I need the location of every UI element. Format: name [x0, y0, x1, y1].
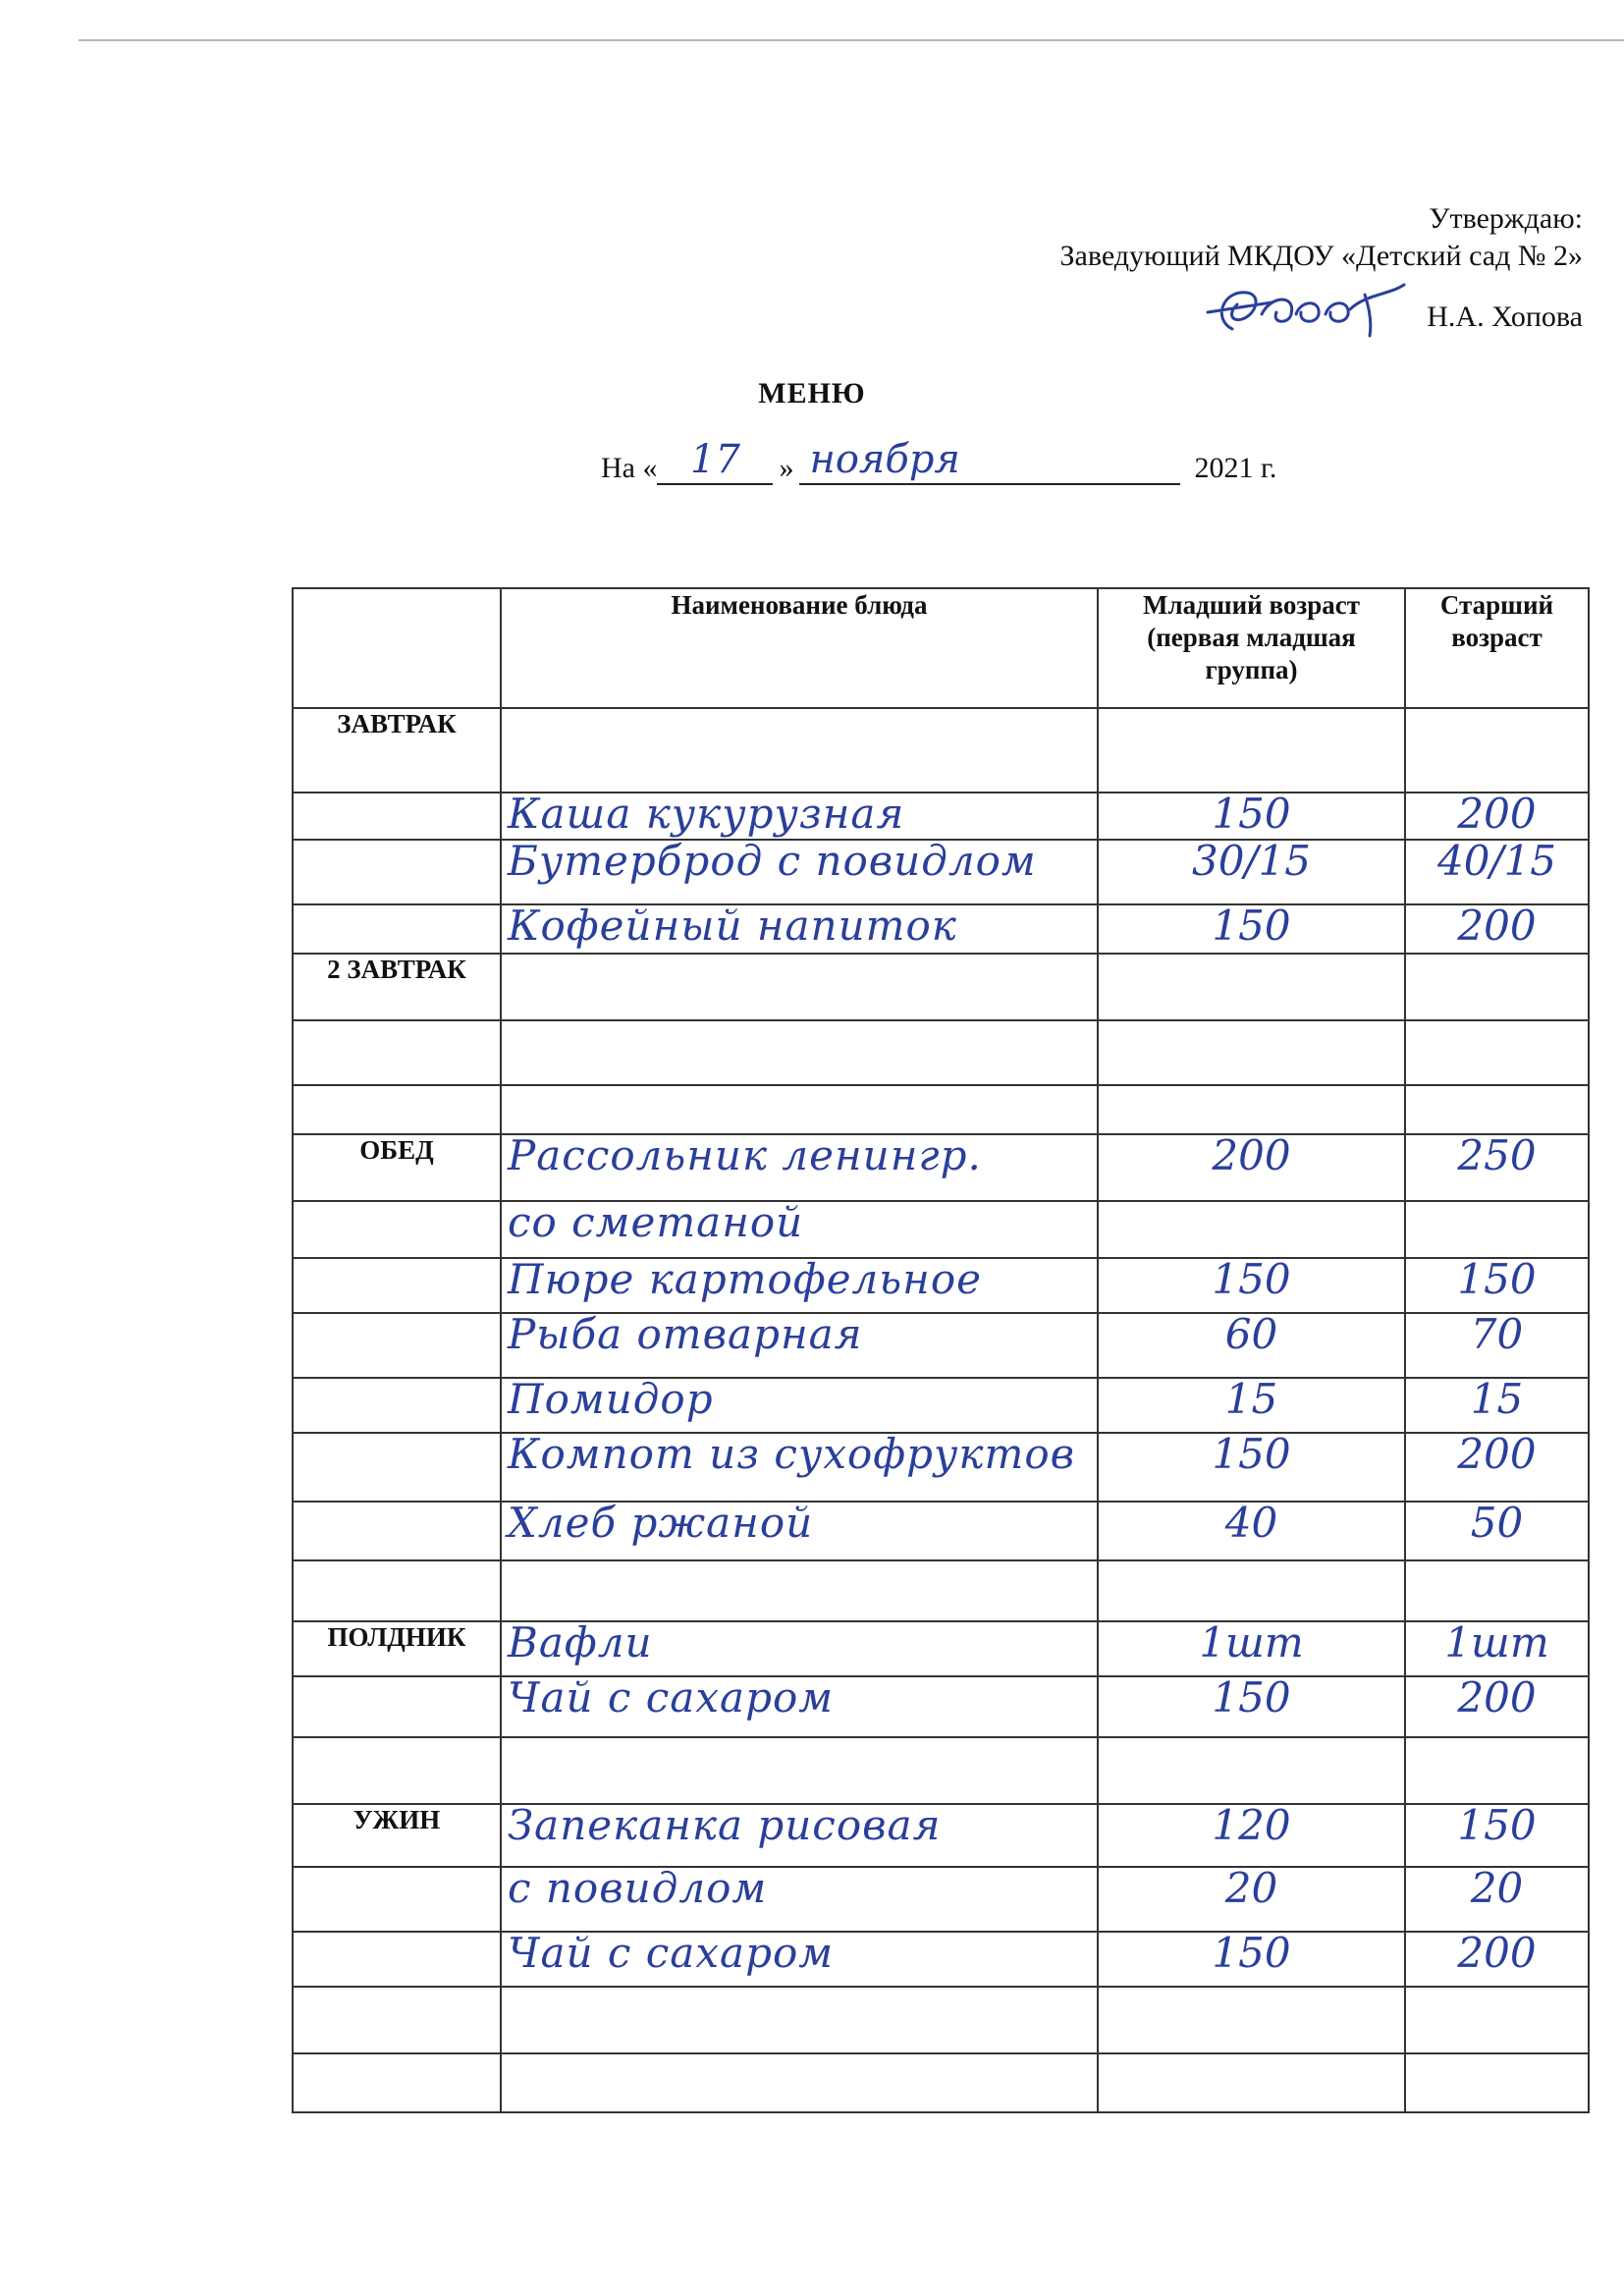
dish-cell: Хлеб ржаной [501, 1502, 1098, 1560]
junior-portion-cell [1098, 2053, 1405, 2112]
meal-cell [293, 1560, 501, 1621]
dish-cell [501, 708, 1098, 793]
meal-cell: ЗАВТРАК [293, 708, 501, 793]
senior-portion-cell [1405, 1085, 1589, 1134]
junior-portion-cell: 150 [1098, 1258, 1405, 1313]
senior-portion-cell: 150 [1405, 1258, 1589, 1313]
senior-age-header: Старший возраст [1405, 588, 1589, 708]
senior-portion-cell: 40/15 [1405, 840, 1589, 904]
senior-portion-cell: 200 [1405, 793, 1589, 840]
table-row [293, 1932, 1589, 1987]
table-row [293, 1676, 1589, 1737]
meal-cell [293, 1020, 501, 1085]
dish-cell: Каша кукурузная [501, 793, 1098, 840]
junior-portion-cell: 15 [1098, 1378, 1405, 1433]
menu-table-body [293, 708, 1589, 2112]
junior-portion-cell: 150 [1098, 904, 1405, 954]
meal-cell [293, 1258, 501, 1313]
meal-cell [293, 1201, 501, 1258]
table-row [293, 1313, 1589, 1378]
month-blank [799, 437, 1180, 485]
junior-portion-cell: 40 [1098, 1502, 1405, 1560]
junior-portion-cell: 1шт [1098, 1621, 1405, 1676]
dish-cell [501, 954, 1098, 1020]
table-row [293, 1085, 1589, 1134]
junior-portion-cell: 200 [1098, 1134, 1405, 1201]
table-row [293, 904, 1589, 954]
date-line [601, 437, 1277, 485]
junior-portion-cell [1098, 1201, 1405, 1258]
senior-portion-cell [1405, 1201, 1589, 1258]
meal-cell [293, 793, 501, 840]
table-row [293, 2053, 1589, 2112]
meal-cell [293, 904, 501, 954]
table-row [293, 1560, 1589, 1621]
table-header-row [293, 588, 1589, 708]
meal-cell [293, 1433, 501, 1502]
top-rule [79, 39, 1624, 41]
date-year: 2021 г. [1194, 452, 1277, 484]
dish-cell: Чай с сахаром [501, 1932, 1098, 1987]
date-day: 17 [690, 437, 740, 482]
senior-portion-cell: 15 [1405, 1378, 1589, 1433]
dish-cell [501, 1987, 1098, 2053]
senior-portion-cell [1405, 2053, 1589, 2112]
meal-cell [293, 2053, 501, 2112]
dish-cell [501, 1085, 1098, 1134]
signature-image [1203, 275, 1419, 344]
senior-portion-cell [1405, 1987, 1589, 2053]
table-row [293, 1502, 1589, 1560]
approval-position: Заведующий МКДОУ «Детский сад № 2» [1059, 240, 1583, 272]
meal-cell [293, 1867, 501, 1932]
senior-portion-cell: 200 [1405, 904, 1589, 954]
approver-name: Н.А. Хопова [1427, 301, 1583, 333]
table-row [293, 1433, 1589, 1502]
date-prefix: На « [601, 452, 658, 484]
junior-portion-cell: 60 [1098, 1313, 1405, 1378]
junior-portion-cell [1098, 1560, 1405, 1621]
meal-cell [293, 1932, 501, 1987]
table-row [293, 1020, 1589, 1085]
table-row [293, 708, 1589, 793]
date-quote-close: » [779, 452, 794, 484]
table-row [293, 1258, 1589, 1313]
dish-header: Наименование блюда [501, 588, 1098, 708]
junior-age-header: Младший возраст (первая младшая группа) [1098, 588, 1405, 708]
junior-portion-cell: 30/15 [1098, 840, 1405, 904]
junior-portion-cell: 150 [1098, 1676, 1405, 1737]
senior-portion-cell [1405, 708, 1589, 793]
dish-cell: Рассольник ленингр. [501, 1134, 1098, 1201]
senior-portion-cell: 150 [1405, 1804, 1589, 1867]
senior-portion-cell: 250 [1405, 1134, 1589, 1201]
table-row [293, 1201, 1589, 1258]
table-row [293, 1867, 1589, 1932]
junior-portion-cell: 150 [1098, 793, 1405, 840]
senior-portion-cell: 200 [1405, 1676, 1589, 1737]
dish-cell: со сметаной [501, 1201, 1098, 1258]
junior-portion-cell: 150 [1098, 1433, 1405, 1502]
senior-portion-cell [1405, 1737, 1589, 1804]
senior-portion-cell: 1шт [1405, 1621, 1589, 1676]
meal-cell [293, 1987, 501, 2053]
signature-line [1203, 275, 1583, 336]
junior-portion-cell [1098, 1987, 1405, 2053]
meal-cell: ОБЕД [293, 1134, 501, 1201]
table-row [293, 793, 1589, 840]
table-row [293, 1134, 1589, 1201]
meal-header [293, 588, 501, 708]
meal-cell: УЖИН [293, 1804, 501, 1867]
dish-cell: Пюре картофельное [501, 1258, 1098, 1313]
junior-portion-cell [1098, 708, 1405, 793]
dish-cell: Вафли [501, 1621, 1098, 1676]
table-row [293, 1621, 1589, 1676]
junior-portion-cell: 20 [1098, 1867, 1405, 1932]
menu-table [292, 587, 1590, 2113]
meal-cell [293, 1502, 501, 1560]
junior-portion-cell [1098, 954, 1405, 1020]
table-row [293, 840, 1589, 904]
dish-cell: Чай с сахаром [501, 1676, 1098, 1737]
meal-cell [293, 840, 501, 904]
meal-cell: 2 ЗАВТРАК [293, 954, 501, 1020]
approval-heading: Утверждаю: [1429, 202, 1583, 235]
dish-cell: Рыба отварная [501, 1313, 1098, 1378]
junior-portion-cell: 120 [1098, 1804, 1405, 1867]
senior-portion-cell: 70 [1405, 1313, 1589, 1378]
dish-cell: Бутерброд с повидлом [501, 840, 1098, 904]
dish-cell: с повидлом [501, 1867, 1098, 1932]
dish-cell [501, 1737, 1098, 1804]
junior-portion-cell [1098, 1020, 1405, 1085]
dish-cell [501, 1560, 1098, 1621]
senior-portion-cell: 50 [1405, 1502, 1589, 1560]
senior-portion-cell: 200 [1405, 1932, 1589, 1987]
junior-portion-cell [1098, 1085, 1405, 1134]
meal-cell [293, 1313, 501, 1378]
date-month: ноября [809, 437, 960, 482]
table-row [293, 954, 1589, 1020]
senior-portion-cell [1405, 1560, 1589, 1621]
dish-cell: Компот из сухофруктов [501, 1433, 1098, 1502]
meal-cell [293, 1676, 501, 1737]
table-row [293, 1987, 1589, 2053]
document-title: МЕНЮ [758, 377, 866, 410]
meal-cell [293, 1085, 501, 1134]
dish-cell: Помидор [501, 1378, 1098, 1433]
approval-block [1059, 200, 1583, 354]
dish-cell: Запеканка рисовая [501, 1804, 1098, 1867]
meal-cell [293, 1737, 501, 1804]
junior-portion-cell: 150 [1098, 1932, 1405, 1987]
senior-portion-cell [1405, 954, 1589, 1020]
senior-portion-cell: 20 [1405, 1867, 1589, 1932]
table-row [293, 1378, 1589, 1433]
senior-portion-cell: 200 [1405, 1433, 1589, 1502]
table-row [293, 1804, 1589, 1867]
table-row [293, 1737, 1589, 1804]
meal-cell: ПОЛДНИК [293, 1621, 501, 1676]
senior-portion-cell [1405, 1020, 1589, 1085]
junior-portion-cell [1098, 1737, 1405, 1804]
dish-cell [501, 2053, 1098, 2112]
dish-cell [501, 1020, 1098, 1085]
day-blank [657, 437, 773, 485]
dish-cell: Кофейный напиток [501, 904, 1098, 954]
meal-cell [293, 1378, 501, 1433]
